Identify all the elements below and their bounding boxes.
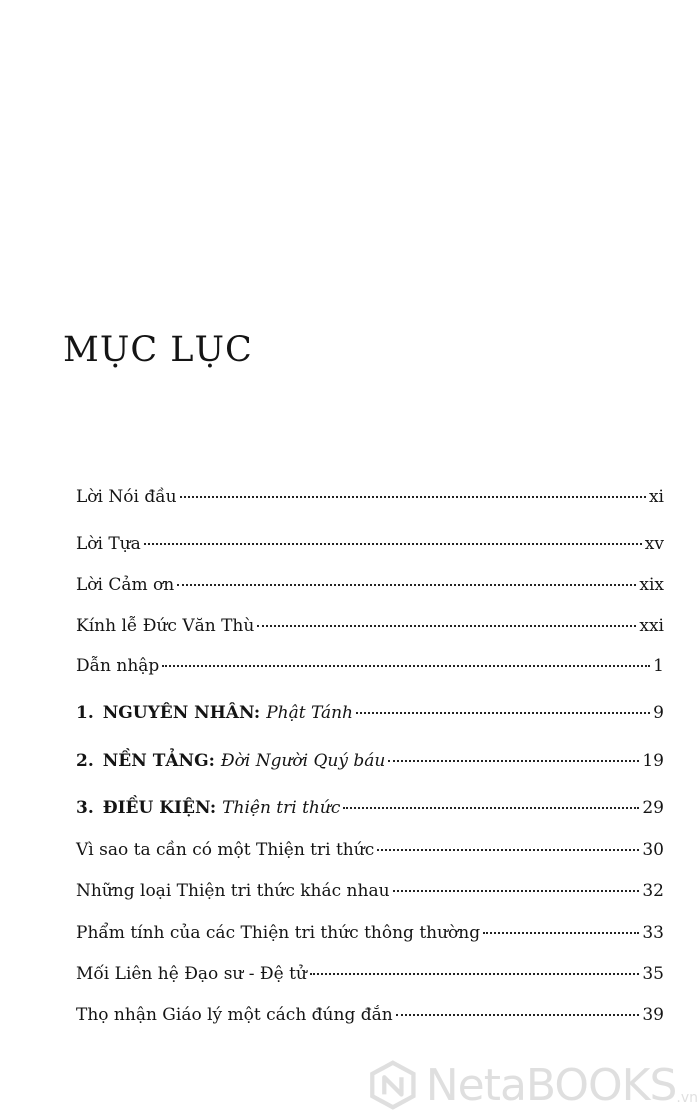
- chapter-label: NGUYÊN NHÂN:: [102, 703, 261, 723]
- toc-row: [76, 917, 664, 949]
- dot-leader: [393, 890, 640, 892]
- toc-page-number: 9: [653, 703, 664, 723]
- toc-page-number: 39: [642, 1005, 664, 1025]
- toc-entry-title: Mối Liên hệ Đạo sư - Đệ tử: [76, 964, 307, 984]
- dot-leader: [483, 932, 639, 934]
- toc-entry-title: Phẩm tính của các Thiện tri thức thông thường: [76, 923, 481, 943]
- dot-leader: [162, 665, 650, 667]
- toc-entry-title: Lời Tựa: [76, 534, 141, 554]
- toc-row: [76, 834, 664, 866]
- toc-page-number: xi: [648, 487, 664, 507]
- chapter-label: ĐIỀU KIỆN:: [102, 798, 217, 818]
- toc-page-number: 35: [642, 964, 664, 984]
- dot-leader: [388, 760, 639, 762]
- toc-entry-title: Dẫn nhập: [76, 656, 160, 676]
- toc-row: [76, 610, 664, 642]
- toc-page-number: 1: [653, 656, 664, 676]
- page-title: MỤC LỤC: [63, 330, 253, 370]
- toc-page-number: 29: [642, 798, 664, 818]
- toc-page-number: xix: [639, 575, 664, 595]
- watermark-suffix: .vn: [676, 1090, 698, 1106]
- dot-leader: [377, 849, 639, 851]
- toc-row: [76, 481, 664, 513]
- toc-entry-title: Lời Cảm ơn: [76, 575, 175, 595]
- dot-leader: [257, 625, 636, 627]
- toc-chapter-title: [76, 697, 353, 729]
- toc-entry-title: Thọ nhận Giáo lý một cách đúng đắn: [76, 1005, 393, 1025]
- toc-row: [76, 528, 664, 560]
- watermark: [368, 1050, 698, 1120]
- toc-row: [76, 875, 664, 907]
- dot-leader: [180, 496, 646, 498]
- toc-chapter-row: [76, 697, 664, 729]
- toc-page-number: xxi: [639, 616, 664, 636]
- chapter-number: 3.: [76, 798, 94, 818]
- toc-chapter-row: [76, 745, 664, 777]
- watermark-text: NetaBOOKS: [425, 1059, 677, 1111]
- chapter-label: NỀN TẢNG:: [102, 751, 215, 771]
- toc-page-number: 19: [642, 751, 664, 771]
- netabooks-logo-icon: [368, 1056, 418, 1114]
- toc-entry-title: Lời Nói đầu: [76, 487, 177, 507]
- dot-leader: [396, 1014, 640, 1016]
- toc-row: [76, 569, 664, 601]
- chapter-subtitle: Phật Tánh: [266, 703, 353, 723]
- dot-leader: [144, 543, 642, 545]
- chapter-subtitle: Đời Người Quý báu: [220, 751, 386, 771]
- dot-leader: [356, 712, 650, 714]
- dot-leader: [310, 973, 639, 975]
- toc-entry-title: Vì sao ta cần có một Thiện tri thức: [76, 840, 375, 860]
- chapter-number: 1.: [76, 703, 94, 723]
- toc-row: [76, 999, 664, 1031]
- toc-chapter-title: [76, 792, 340, 824]
- dot-leader: [177, 584, 636, 586]
- toc-entry-title: Những loại Thiện tri thức khác nhau: [76, 881, 390, 901]
- table-of-contents: [76, 0, 664, 1120]
- chapter-subtitle: Thiện tri thức: [222, 798, 341, 818]
- dot-leader: [343, 807, 639, 809]
- toc-page-number: xv: [644, 534, 664, 554]
- toc-chapter-title: [76, 745, 385, 777]
- toc-page-number: 30: [642, 840, 664, 860]
- toc-chapter-row: [76, 792, 664, 824]
- chapter-number: 2.: [76, 751, 94, 771]
- toc-page-number: 33: [642, 923, 664, 943]
- toc-row: [76, 958, 664, 990]
- toc-entry-title: Kính lễ Đức Văn Thù: [76, 616, 255, 636]
- toc-row: [76, 650, 664, 682]
- toc-page-number: 32: [642, 881, 664, 901]
